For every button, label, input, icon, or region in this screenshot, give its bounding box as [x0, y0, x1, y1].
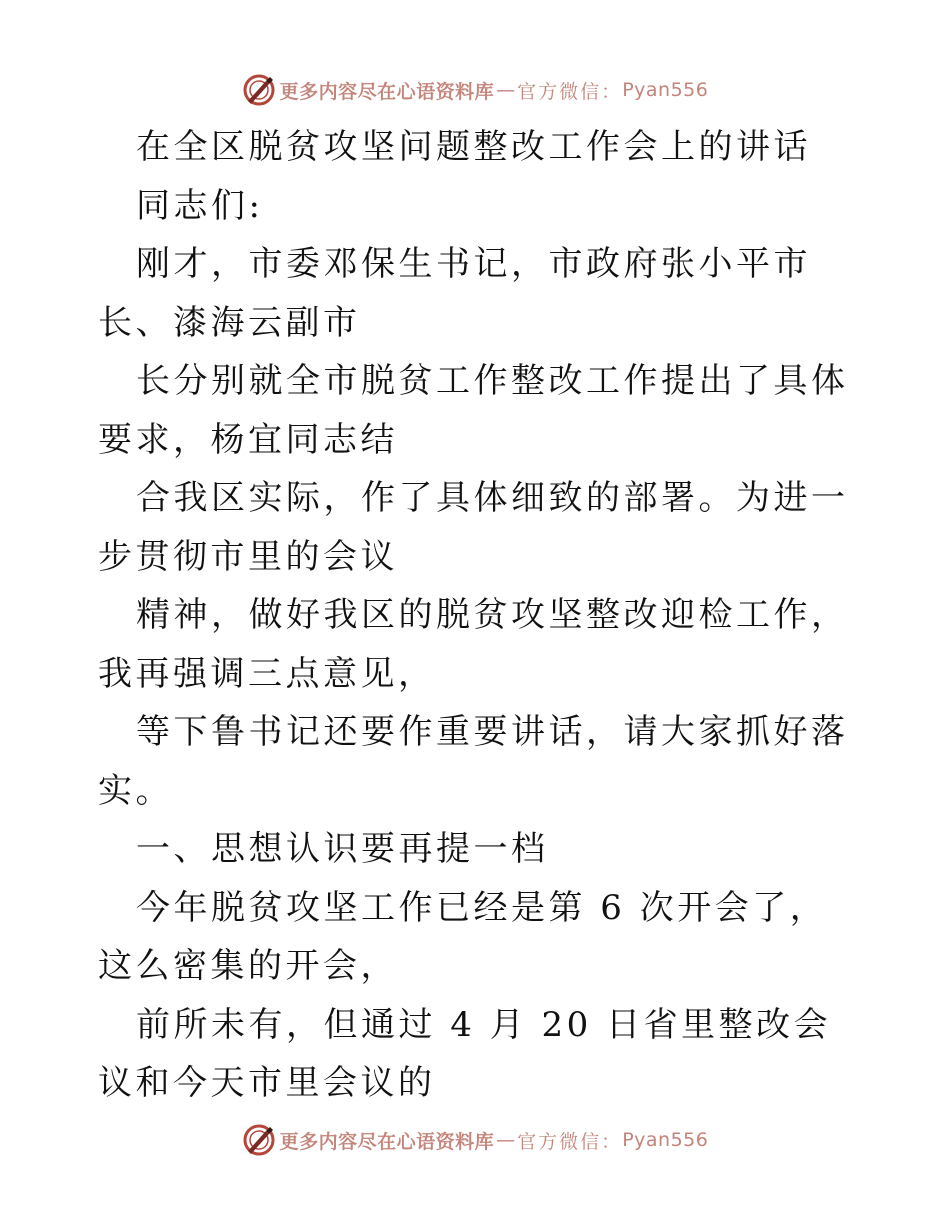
- paragraph: 精神，做好我区的脱贫攻坚整改迎检工作，我再强调三点意见，: [98, 595, 849, 694]
- paragraph: 合我区实际，作了具体细致的部署。为进一步贯彻市里的会议: [98, 478, 849, 577]
- document-title: 在全区脱贫攻坚问题整改工作会上的讲话: [136, 127, 811, 167]
- pen-seal-icon: [242, 1123, 276, 1157]
- paragraph: 等下鲁书记还要作重要讲话，请大家抓好落实。: [98, 712, 849, 811]
- watermark-brand-text: 更多内容尽在心语资料库: [279, 80, 495, 103]
- watermark-separator: —: [496, 1129, 516, 1151]
- paragraph: 前所未有，但通过 4 月 20 日省里整改会议和今天市里会议的: [98, 1004, 832, 1103]
- paragraph: 长分别就全市脱贫工作整改工作提出了具体要求，杨宜同志结: [98, 361, 849, 460]
- document-body: [98, 118, 858, 1113]
- pen-seal-icon: [242, 73, 276, 107]
- header-watermark: [0, 70, 950, 110]
- watermark-label: 官方微信：: [517, 80, 623, 103]
- watermark-brand-text: 更多内容尽在心语资料库: [279, 1130, 495, 1153]
- watermark-wechat-id: Pyan556: [622, 79, 709, 101]
- paragraph: 刚才，市委邓保生书记，市政府张小平市长、漆海云副市: [98, 244, 811, 343]
- paragraph: 今年脱贫攻坚工作已经是第 6 次开会了，这么密集的开会，: [98, 887, 828, 986]
- watermark-separator: —: [496, 79, 516, 101]
- salutation: 同志们:: [136, 185, 264, 226]
- section-heading: 一、思想认识要再提一档: [136, 829, 549, 869]
- watermark-label: 官方微信：: [517, 1130, 623, 1153]
- footer-watermark: [0, 1120, 950, 1160]
- watermark-wechat-id: Pyan556: [622, 1129, 709, 1151]
